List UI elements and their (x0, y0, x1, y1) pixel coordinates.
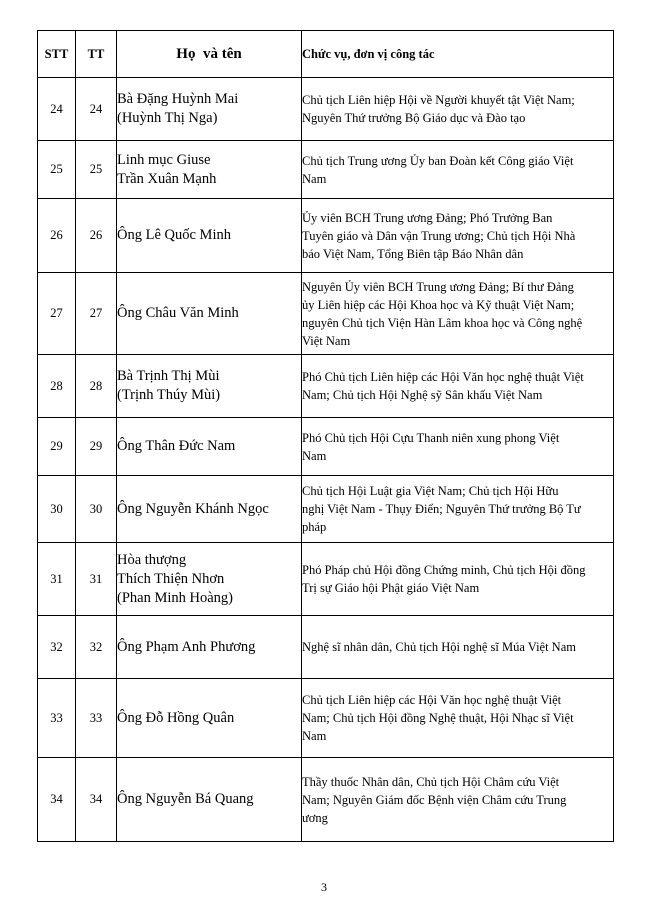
role-cell (302, 199, 614, 273)
name-cell (117, 679, 302, 758)
stt-cell: 30 (38, 476, 76, 543)
table-row (38, 141, 614, 199)
stt-cell: 29 (38, 418, 76, 476)
role-line: Chủ tịch Liên hiệp Hội về Người khuyết tật Việt Nam; (302, 93, 575, 107)
name-line: (Huỳnh Thị Nga) (117, 110, 218, 126)
name-line: Trần Xuân Mạnh (117, 170, 217, 187)
role-cell (302, 679, 614, 758)
role-line: Chủ tịch Hội Luật gia Việt Nam; Chủ tịch Hội Hữu (302, 484, 559, 498)
table-row (38, 78, 614, 141)
name-line: (Trịnh Thúy Mùi) (117, 387, 221, 403)
stt-cell: 25 (38, 141, 76, 199)
tt-cell: 33 (76, 679, 117, 758)
role-line: Tuyên giáo và Dân vận Trung ương; Chủ tịch Hội Nhà (302, 228, 576, 243)
name-line: (Phan Minh Hoàng) (117, 589, 233, 606)
stt-cell: 24 (38, 78, 76, 141)
stt-cell: 28 (38, 355, 76, 418)
role-line: Nam (302, 448, 327, 463)
tt-cell: 32 (76, 616, 117, 679)
role-line: pháp (302, 520, 327, 534)
table-row (38, 543, 614, 616)
table-row (38, 679, 614, 758)
table-row (38, 418, 614, 476)
role-cell (302, 758, 614, 842)
name-line: Bà Đặng Huỳnh Mai (117, 91, 239, 107)
header-tt: TT (76, 31, 117, 78)
table-row (38, 199, 614, 273)
table-row (38, 273, 614, 355)
name-cell (117, 758, 302, 842)
role-line: Nam (302, 729, 327, 743)
role-cell (302, 543, 614, 616)
tt-cell: 27 (76, 273, 117, 355)
header-name-text: Họ và tên (176, 45, 242, 62)
role-line: Nam; Chủ tịch Hội đồng Nghệ thuật, Hội Nhạc sĩ Việt (302, 711, 574, 725)
name-cell (117, 355, 302, 418)
role-cell (302, 616, 614, 679)
role-cell (302, 141, 614, 199)
role-line: nguyên Chủ tịch Viện Hàn Lâm khoa học và Công nghệ (302, 315, 583, 330)
name-cell (117, 418, 302, 476)
tt-cell: 30 (76, 476, 117, 543)
role-line: Nguyên Thứ trưởng Bộ Giáo dục và Đào tạo (302, 111, 526, 125)
role-line: Phó Pháp chủ Hội đồng Chứng minh, Chủ tịch Hội đồng (302, 563, 586, 577)
role-line: Nam; Chủ tịch Hội Nghệ sỹ Sân khấu Việt Nam (302, 388, 543, 402)
tt-cell: 24 (76, 78, 117, 141)
role-cell (302, 273, 614, 355)
role-line: Nam (302, 171, 327, 186)
name-cell (117, 273, 302, 355)
table-header-row (38, 31, 614, 78)
name-line: Hòa thượng (117, 551, 187, 568)
name-line: Ông Thân Đức Nam (117, 438, 236, 454)
role-line: nghị Việt Nam - Thụy Điển; Nguyên Thứ trưởng Bộ Tư (302, 502, 581, 516)
name-cell (117, 141, 302, 199)
name-cell (117, 78, 302, 141)
stt-cell: 31 (38, 543, 76, 616)
role-cell (302, 418, 614, 476)
role-line: Chủ tịch Liên hiệp các Hội Văn học nghệ thuật Việt (302, 693, 562, 707)
tt-cell: 25 (76, 141, 117, 199)
role-line: Phó Chủ tịch Hội Cựu Thanh niên xung phong Việt (302, 430, 560, 445)
name-cell (117, 476, 302, 543)
role-cell (302, 78, 614, 141)
table-row (38, 355, 614, 418)
role-line: Nghệ sĩ nhân dân, Chủ tịch Hội nghệ sĩ Múa Việt Nam (302, 640, 576, 654)
name-line: Thích Thiện Nhơn (117, 570, 225, 587)
stt-cell: 27 (38, 273, 76, 355)
name-line: Bà Trịnh Thị Mùi (117, 368, 220, 384)
name-line: Ông Nguyễn Khánh Ngọc (117, 500, 269, 517)
role-line: Thầy thuốc Nhân dân, Chủ tịch Hội Châm cứu Việt (302, 774, 560, 789)
table-row (38, 476, 614, 543)
name-line: Ông Lê Quốc Minh (117, 227, 231, 243)
name-cell (117, 543, 302, 616)
role-line: Nguyên Ủy viên BCH Trung ương Đảng; Bí thư Đảng (302, 279, 574, 294)
role-line: Việt Nam (302, 333, 351, 348)
role-cell (302, 355, 614, 418)
role-line: ủy Liên hiệp các Hội Khoa học và Kỹ thuật Việt Nam; (302, 297, 575, 312)
name-line: Ông Châu Văn Minh (117, 305, 239, 321)
stt-cell: 34 (38, 758, 76, 842)
stt-cell: 32 (38, 616, 76, 679)
name-line: Ông Đỗ Hồng Quân (117, 709, 235, 726)
tt-cell: 34 (76, 758, 117, 842)
tt-cell: 29 (76, 418, 117, 476)
page-number: 3 (321, 880, 327, 894)
name-line: Ông Phạm Anh Phương (117, 638, 256, 655)
role-line: Nam; Nguyên Giám đốc Bệnh viện Châm cứu Trung (302, 792, 567, 807)
stt-cell: 33 (38, 679, 76, 758)
header-name (117, 31, 302, 78)
name-cell (117, 199, 302, 273)
role-line: Chủ tịch Trung ương Ủy ban Đoàn kết Công giáo Việt (302, 153, 574, 168)
role-line: Ủy viên BCH Trung ương Đảng; Phó Trưởng Ban (302, 210, 553, 225)
stt-cell: 26 (38, 199, 76, 273)
role-cell (302, 476, 614, 543)
header-stt: STT (38, 31, 76, 78)
name-line: Linh mục Giuse (117, 151, 211, 168)
personnel-table (37, 30, 614, 842)
header-role: Chức vụ, đơn vị công tác (302, 31, 614, 78)
role-line: ương (302, 810, 328, 825)
role-line: Phó Chủ tịch Liên hiệp các Hội Văn học nghệ thuật Việt (302, 370, 584, 384)
tt-cell: 28 (76, 355, 117, 418)
name-cell (117, 616, 302, 679)
table-row (38, 758, 614, 842)
tt-cell: 26 (76, 199, 117, 273)
tt-cell: 31 (76, 543, 117, 616)
role-line: báo Việt Nam, Tổng Biên tập Báo Nhân dân (302, 246, 524, 261)
name-line: Ông Nguyễn Bá Quang (117, 791, 254, 807)
table-row (38, 616, 614, 679)
role-line: Trị sự Giáo hội Phật giáo Việt Nam (302, 581, 480, 595)
